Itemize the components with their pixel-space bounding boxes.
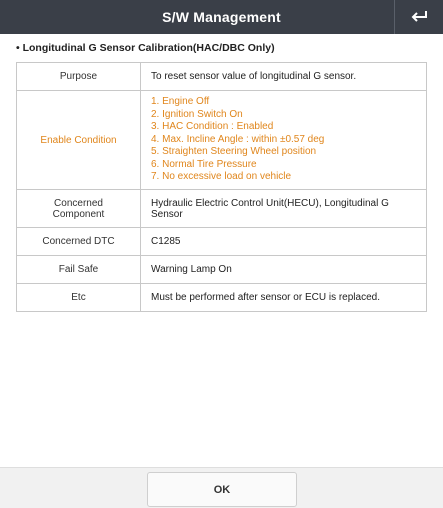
concerned-dtc-label: Concerned DTC — [17, 228, 141, 256]
fail-safe-label: Fail Safe — [17, 256, 141, 284]
list-item: 6. Normal Tire Pressure — [151, 158, 257, 170]
list-item: 1. Engine Off — [151, 95, 210, 107]
page-title: S/W Management — [162, 9, 281, 25]
concerned-component-value: Hydraulic Electric Control Unit(HECU), Longitudinal G Sensor — [141, 190, 427, 228]
info-table — [16, 62, 427, 312]
back-button[interactable] — [394, 0, 443, 34]
etc-label: Etc — [17, 284, 141, 312]
return-arrow-icon — [409, 10, 429, 24]
table-row — [17, 256, 427, 284]
table-row — [17, 228, 427, 256]
condition-list — [151, 96, 416, 184]
title-bar — [0, 0, 443, 34]
list-item: 4. Max. Incline Angle : within ±0.57 deg — [151, 133, 325, 145]
enable-condition-value — [141, 91, 427, 190]
concerned-component-label: Concerned Component — [17, 190, 141, 228]
etc-value: Must be performed after sensor or ECU is replaced. — [141, 284, 427, 312]
list-item: 7. No excessive load on vehicle — [151, 171, 292, 183]
fail-safe-value: Warning Lamp On — [141, 256, 427, 284]
list-item: 5. Straighten Steering Wheel position — [151, 146, 317, 158]
table-row — [17, 284, 427, 312]
ok-button[interactable]: OK — [147, 472, 297, 507]
purpose-label: Purpose — [17, 63, 141, 91]
list-item: 2. Ignition Switch On — [151, 108, 243, 120]
list-item: 3. HAC Condition : Enabled — [151, 121, 274, 133]
table-row — [17, 63, 427, 91]
purpose-value: To reset sensor value of longitudinal G sensor. — [141, 63, 427, 91]
table-row — [17, 91, 427, 190]
concerned-dtc-value: C1285 — [141, 228, 427, 256]
enable-condition-label: Enable Condition — [17, 91, 141, 190]
table-row — [17, 190, 427, 228]
procedure-title: • Longitudinal G Sensor Calibration(HAC/DBC Only) — [16, 42, 275, 54]
